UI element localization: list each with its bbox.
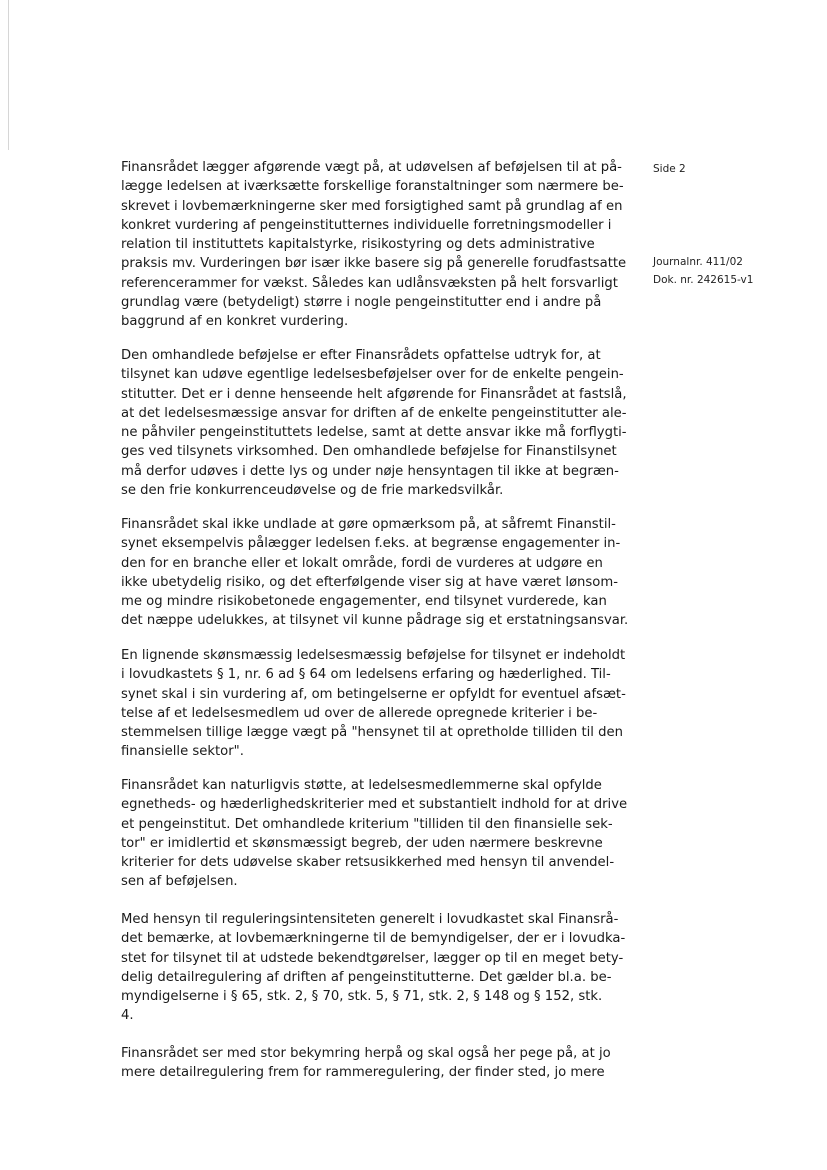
document-number: Dok. nr. 242615-v1 [653, 274, 754, 286]
paragraph-line: synet eksempelvis pålægger ledelsen f.eks. at begrænse engagementer in- [121, 536, 621, 552]
paragraph-line: ne påhviler pengeinstituttets ledelse, samt at dette ansvar ikke må forflygti- [121, 425, 627, 441]
paragraph-line: Finansrådet lægger afgørende vægt på, at udøvelsen af beføjelsen til at på- [121, 160, 622, 175]
paragraph-line: det bemærke, at lovbemærkningerne til de bemyndigelser, der er i lovudka- [121, 931, 626, 947]
paragraph-line: stet for tilsynet til at udstede bekendtgørelser, lægger op til en meget bety- [121, 950, 624, 966]
journal-number: Journalnr. 411/02 [653, 256, 743, 268]
paragraph-line: ikke ubetydelig risiko, og det efterfølgende viser sig at have været lønsom- [121, 574, 618, 590]
paragraph-line: skrevet i lovbemærkningerne sker med forsigtighed samt på grundlag af en [121, 198, 623, 214]
paragraph-line: kriterier for dets udøvelse skaber retsusikkerhed med hensyn til anvendel- [121, 855, 615, 871]
reference-block [653, 253, 813, 289]
paragraph-line: sen af beføjelsen. [121, 874, 238, 890]
paragraph-line: synet skal i sin vurdering af, om betingelserne er opfyldt for eventuel afsæt- [121, 686, 626, 702]
paragraph-6 [121, 910, 626, 1026]
paragraph-line: referencerammer for vækst. Således kan udlånsvæksten på helt forsvarligt [121, 275, 618, 291]
paragraph-line: at det ledelsesmæssige ansvar for driften af de enkelte pengeinstitutter ale- [121, 405, 627, 421]
paragraph-line: det næppe udelukkes, at tilsynet vil kunne pådrage sig et erstatningsansvar. [121, 613, 629, 629]
paragraph-line: i lovudkastets § 1, nr. 6 ad § 64 om ledelsens erfaring og hæderlighed. Til- [121, 667, 611, 683]
page-number-label: Side 2 [653, 163, 686, 175]
paragraph-line: Den omhandlede beføjelse er efter Finansrådets opfattelse udtryk for, at [121, 348, 601, 363]
page-edge-line [8, 0, 9, 150]
paragraph-line: Finansrådet kan naturligvis støtte, at ledelsesmedlemmerne skal opfylde [121, 778, 602, 793]
paragraph-line: mere detailregulering frem for rammeregulering, der finder sted, jo mere [121, 1065, 605, 1081]
paragraph-line: praksis mv. Vurderingen bør især ikke basere sig på generelle forudfastsatte [121, 256, 627, 272]
paragraph-line: lægge ledelsen at iværksætte forskellige foranstaltninger som nærmere be- [121, 179, 624, 195]
paragraph-line: En lignende skønsmæssig ledelsesmæssig beføjelse for tilsynet er indeholdt [121, 648, 626, 663]
paragraph-line: ges ved tilsynets virksomhed. Den omhandlede beføjelse for Finanstilsynet [121, 444, 617, 460]
paragraph-line: Finansrådet skal ikke undlade at gøre opmærksom på, at såfremt Finanstil- [121, 517, 616, 532]
paragraph-line: stemmelsen tillige lægge vægt på "hensynet til at opretholde tilliden til den [121, 725, 624, 741]
paragraph-line: den for en branche eller et lokalt område, fordi de vurderes at udgøre en [121, 555, 603, 571]
paragraph-line: tor" er imidlertid et skønsmæssigt begreb, der uden nærmere beskrevne [121, 835, 603, 851]
paragraph-line: baggrund af en konkret vurdering. [121, 314, 349, 330]
paragraph-line: et pengeinstitut. Det omhandlede kriterium "tilliden til den finansielle sek- [121, 816, 613, 832]
paragraph-line: egnetheds- og hæderlighedskriterier med et substantielt indhold for at drive [121, 797, 628, 813]
paragraph-line: må derfor udøves i dette lys og under nøje hensyntagen til ikke at begræn- [121, 463, 619, 479]
paragraph-line: grundlag være (betydeligt) større i nogle pengeinstitutter end i andre på [121, 295, 602, 311]
paragraph-line: stitutter. Det er i denne henseende helt afgørende for Finansrådet at fastslå, [121, 386, 627, 402]
paragraph-line: se den frie konkurrenceudøvelse og de frie markedsvilkår. [121, 483, 504, 499]
paragraph-line: myndigelserne i § 65, stk. 2, § 70, stk. 5, § 71, stk. 2, § 148 og § 152, stk. [121, 989, 603, 1005]
paragraph-4 [121, 646, 626, 762]
paragraph-line: delig detailregulering af driften af pengeinstitutterne. Det gælder bl.a. be- [121, 969, 612, 985]
paragraph-line: me og mindre risikobetonede engagementer, end tilsynet vurderede, kan [121, 594, 607, 610]
page-number [653, 160, 813, 178]
paragraph-3 [121, 515, 629, 631]
paragraph-line: tilsynet kan udøve egentlige ledelsesbeføjelser over for de enkelte pengein- [121, 367, 624, 383]
paragraph-5 [121, 776, 628, 892]
paragraph-line: finansielle sektor". [121, 744, 244, 760]
paragraph-line: konkret vurdering af pengeinstitutternes individuelle forretningsmodeller i [121, 217, 612, 233]
paragraph-1 [121, 158, 627, 332]
paragraph-line: Finansrådet ser med stor bekymring herpå og skal også her pege på, at jo [121, 1046, 611, 1061]
paragraph-7 [121, 1044, 621, 1083]
paragraph-line: 4. [121, 1008, 134, 1024]
paragraph-line: Med hensyn til reguleringsintensiteten generelt i lovudkastet skal Finansrå- [121, 912, 619, 927]
paragraph-line: telse af et ledelsesmedlem ud over de allerede opregnede kriterier i be- [121, 705, 598, 721]
paragraph-2 [121, 346, 627, 500]
paragraph-line: relation til instituttets kapitalstyrke, risikostyring og dets administrative [121, 237, 595, 253]
